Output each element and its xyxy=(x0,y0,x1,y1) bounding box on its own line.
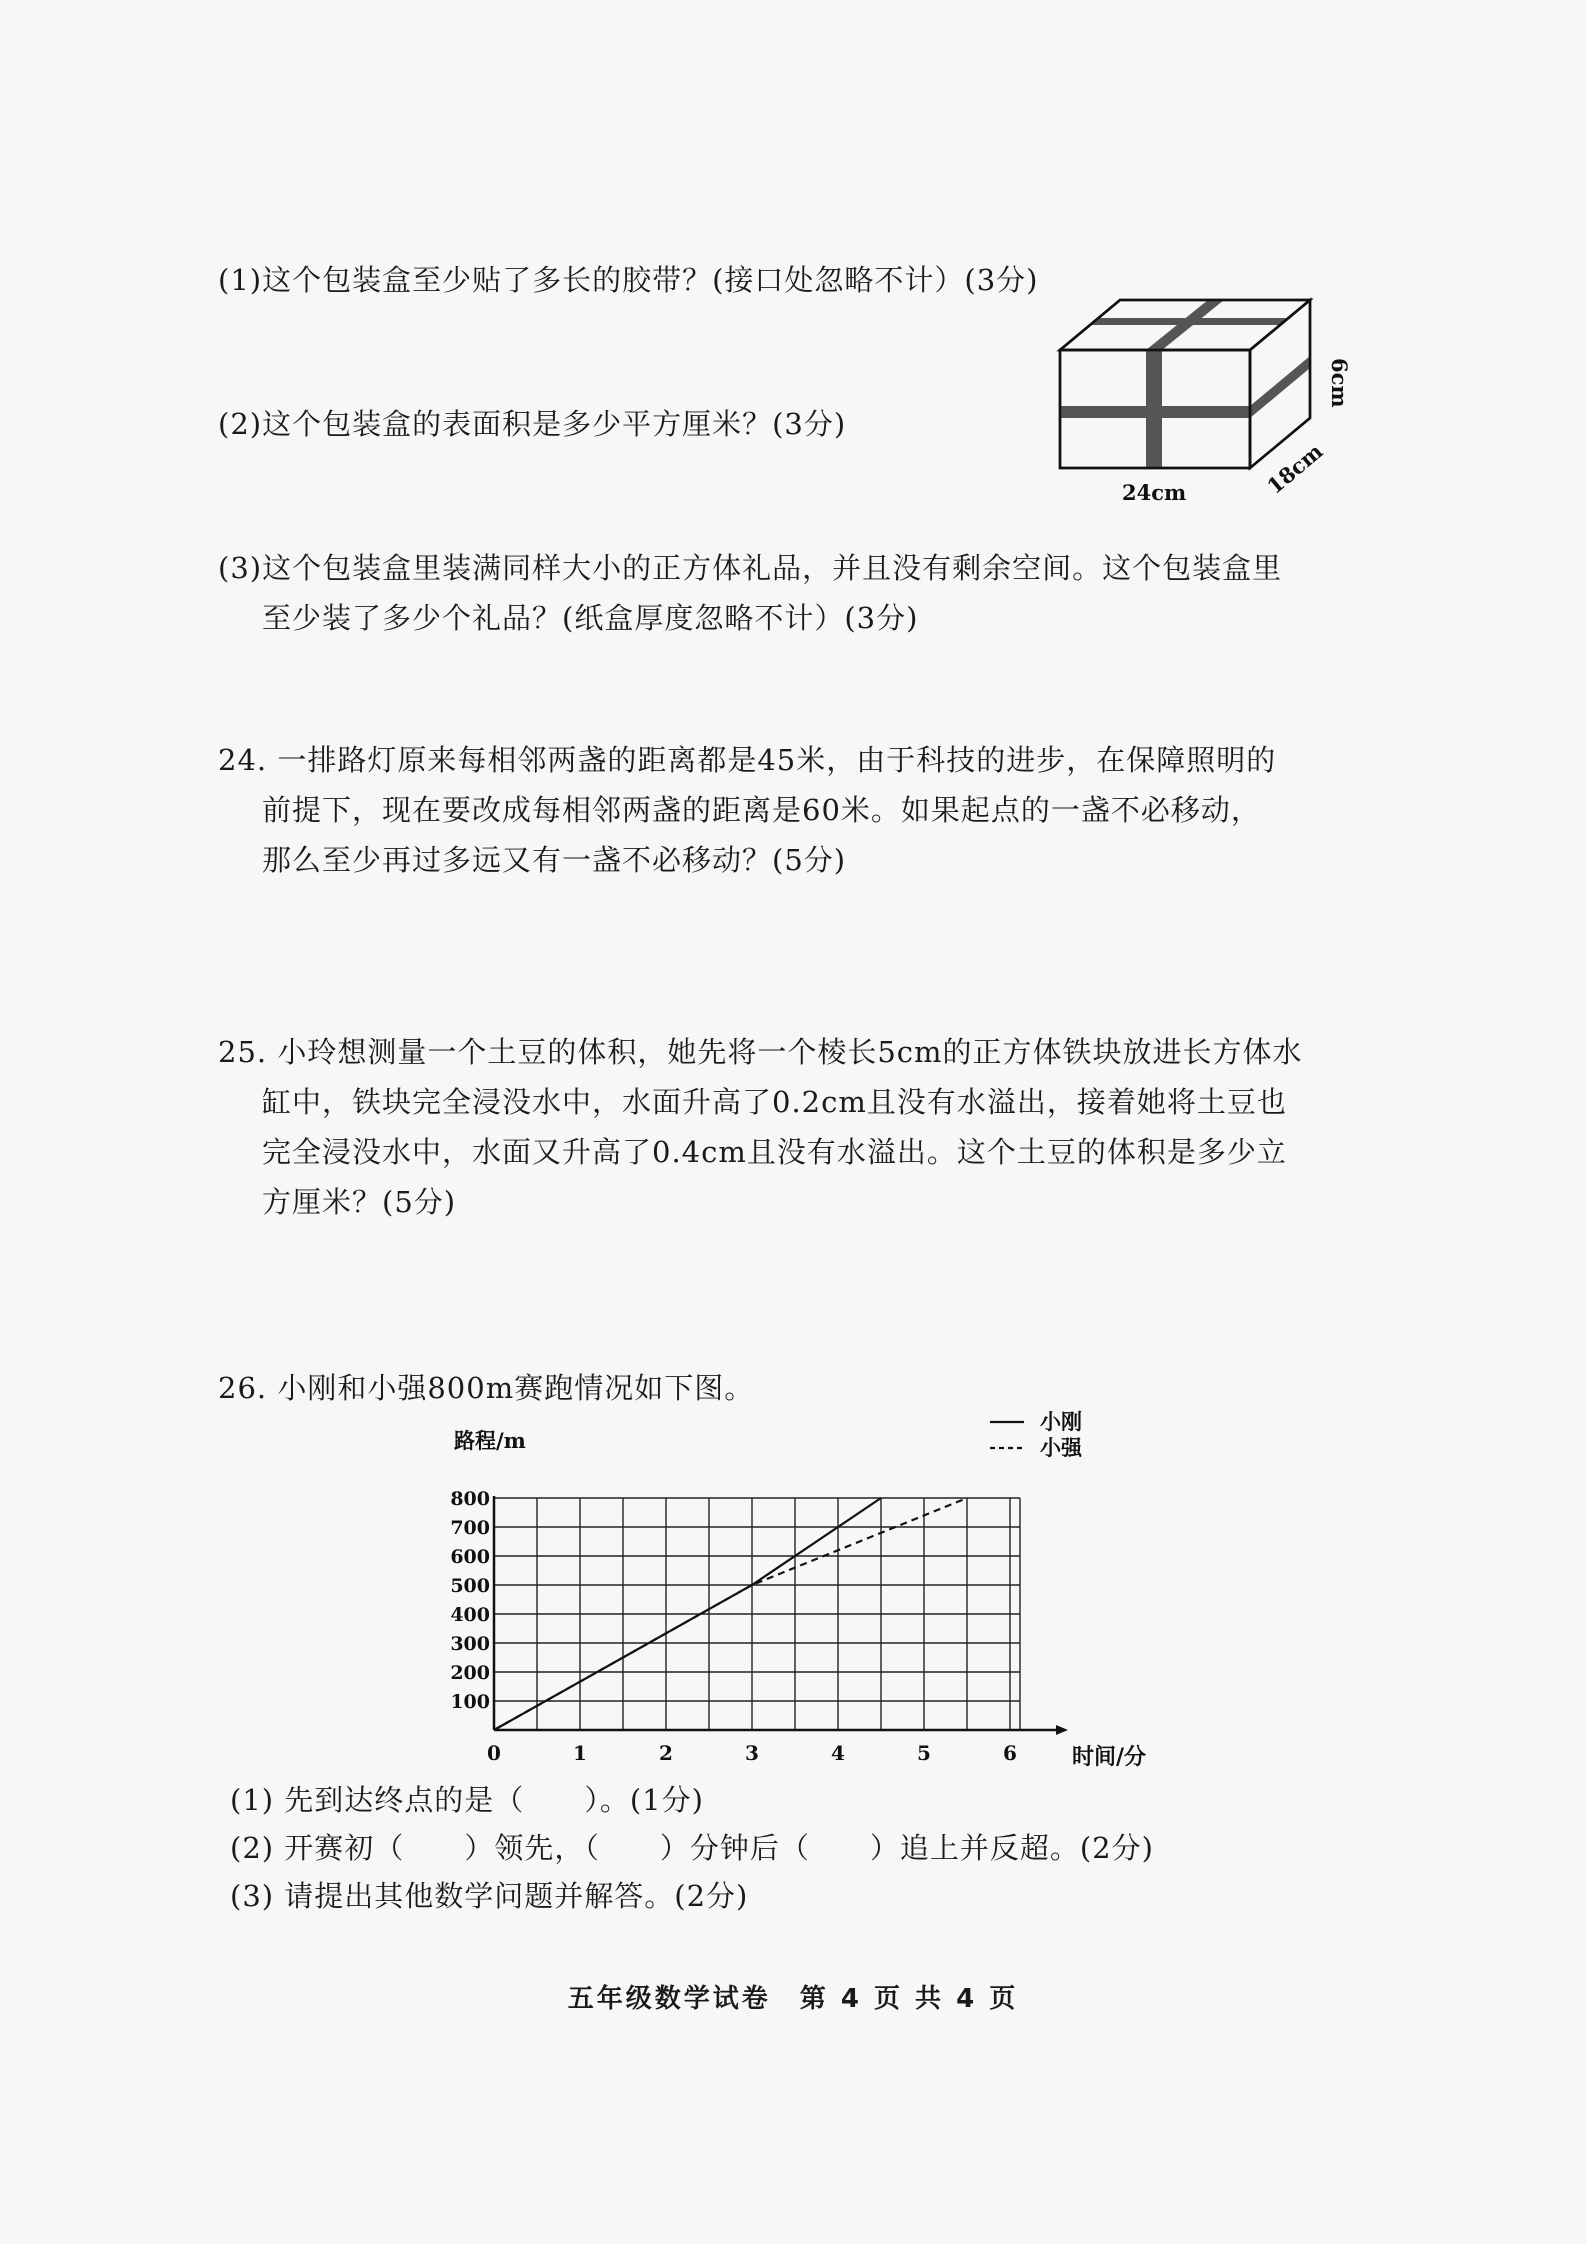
q26-sub2-text-b: ）领先，（ xyxy=(464,1831,600,1865)
q26-intro: 26. 小刚和小强800m赛跑情况如下图。 xyxy=(218,1371,755,1405)
q23-part1: (1)这个包装盒至少贴了多长的胶带？(接口处忽略不计）(3分) xyxy=(218,263,1039,297)
x-axis-label: 时间/分 xyxy=(1072,1744,1147,1770)
box-width-label: 18cm xyxy=(1262,438,1328,499)
q26-sub1-text-a: (1) 先到达终点的是（ xyxy=(230,1783,525,1817)
y-tick-label: 500 xyxy=(450,1575,490,1597)
y-tick-label: 200 xyxy=(450,1662,490,1684)
y-tick-label: 600 xyxy=(450,1546,490,1568)
race-chart xyxy=(430,1400,1150,1770)
x-tick-label: 6 xyxy=(1003,1741,1017,1765)
x-tick-label: 4 xyxy=(831,1741,845,1765)
q24-line2: 前提下，现在要改成每相邻两盏的距离是60米。如果起点的一盏不必移动， xyxy=(262,793,1261,827)
x-tick-label: 0 xyxy=(487,1741,501,1765)
q23-part3-line2: 至少装了多少个礼品？(纸盒厚度忽略不计）(3分) xyxy=(262,601,919,635)
x-axis-arrow xyxy=(1056,1725,1068,1735)
y-tick-label: 100 xyxy=(450,1691,490,1713)
x-tick-label: 1 xyxy=(573,1741,587,1765)
x-tick-label: 3 xyxy=(745,1741,759,1765)
q26-sub1 xyxy=(230,1778,704,1819)
q26-sub2-text-d: ）追上并反超。(2分) xyxy=(869,1831,1154,1865)
packaging-box-figure xyxy=(1040,290,1370,520)
box-length-label: 24cm xyxy=(1122,480,1187,505)
q25-line2: 缸中，铁块完全浸没水中，水面升高了0.2cm且没有水溢出，接着她将土豆也 xyxy=(262,1085,1287,1119)
q26-sub2-text-c: ）分钟后（ xyxy=(659,1831,810,1865)
y-tick-label: 300 xyxy=(450,1633,490,1655)
page-footer: 五年级数学试卷 第 4 页 共 4 页 xyxy=(567,1984,1019,2014)
q26-sub2 xyxy=(230,1826,1154,1867)
q26-sub3: (3) 请提出其他数学问题并解答。(2分) xyxy=(230,1879,749,1913)
y-axis-label: 路程/m xyxy=(454,1428,526,1453)
q23-part3-line1: (3)这个包装盒里装满同样大小的正方体礼品，并且没有剩余空间。这个包装盒里 xyxy=(218,551,1283,585)
legend-label: 小刚 xyxy=(1040,1409,1082,1434)
q25-line3: 完全浸没水中，水面又升高了0.4cm且没有水溢出。这个土豆的体积是多少立 xyxy=(262,1135,1287,1169)
box-height-label: 6cm xyxy=(1327,358,1352,408)
q24-line3: 那么至少再过多远又有一盏不必移动？(5分) xyxy=(262,843,847,877)
q23-part2: (2)这个包装盒的表面积是多少平方厘米？(3分) xyxy=(218,407,847,441)
y-tick-label: 700 xyxy=(450,1517,490,1539)
x-tick-label: 5 xyxy=(917,1741,931,1765)
q24-line1: 24. 一排路灯原来每相邻两盏的距离都是45米，由于科技的进步，在保障照明的 xyxy=(218,743,1277,777)
q25-line1: 25. 小玲想测量一个土豆的体积，她先将一个棱长5cm的正方体铁块放进长方体水 xyxy=(218,1035,1303,1069)
legend-label: 小强 xyxy=(1040,1435,1082,1460)
y-tick-label: 800 xyxy=(450,1488,490,1510)
y-tick-label: 400 xyxy=(450,1604,490,1626)
q25-line4: 方厘米？(5分) xyxy=(262,1185,457,1219)
q26-sub1-text-b: ）。(1分) xyxy=(584,1783,704,1817)
x-tick-label: 2 xyxy=(659,1741,673,1765)
q26-sub2-text-a: (2) 开赛初（ xyxy=(230,1831,405,1865)
